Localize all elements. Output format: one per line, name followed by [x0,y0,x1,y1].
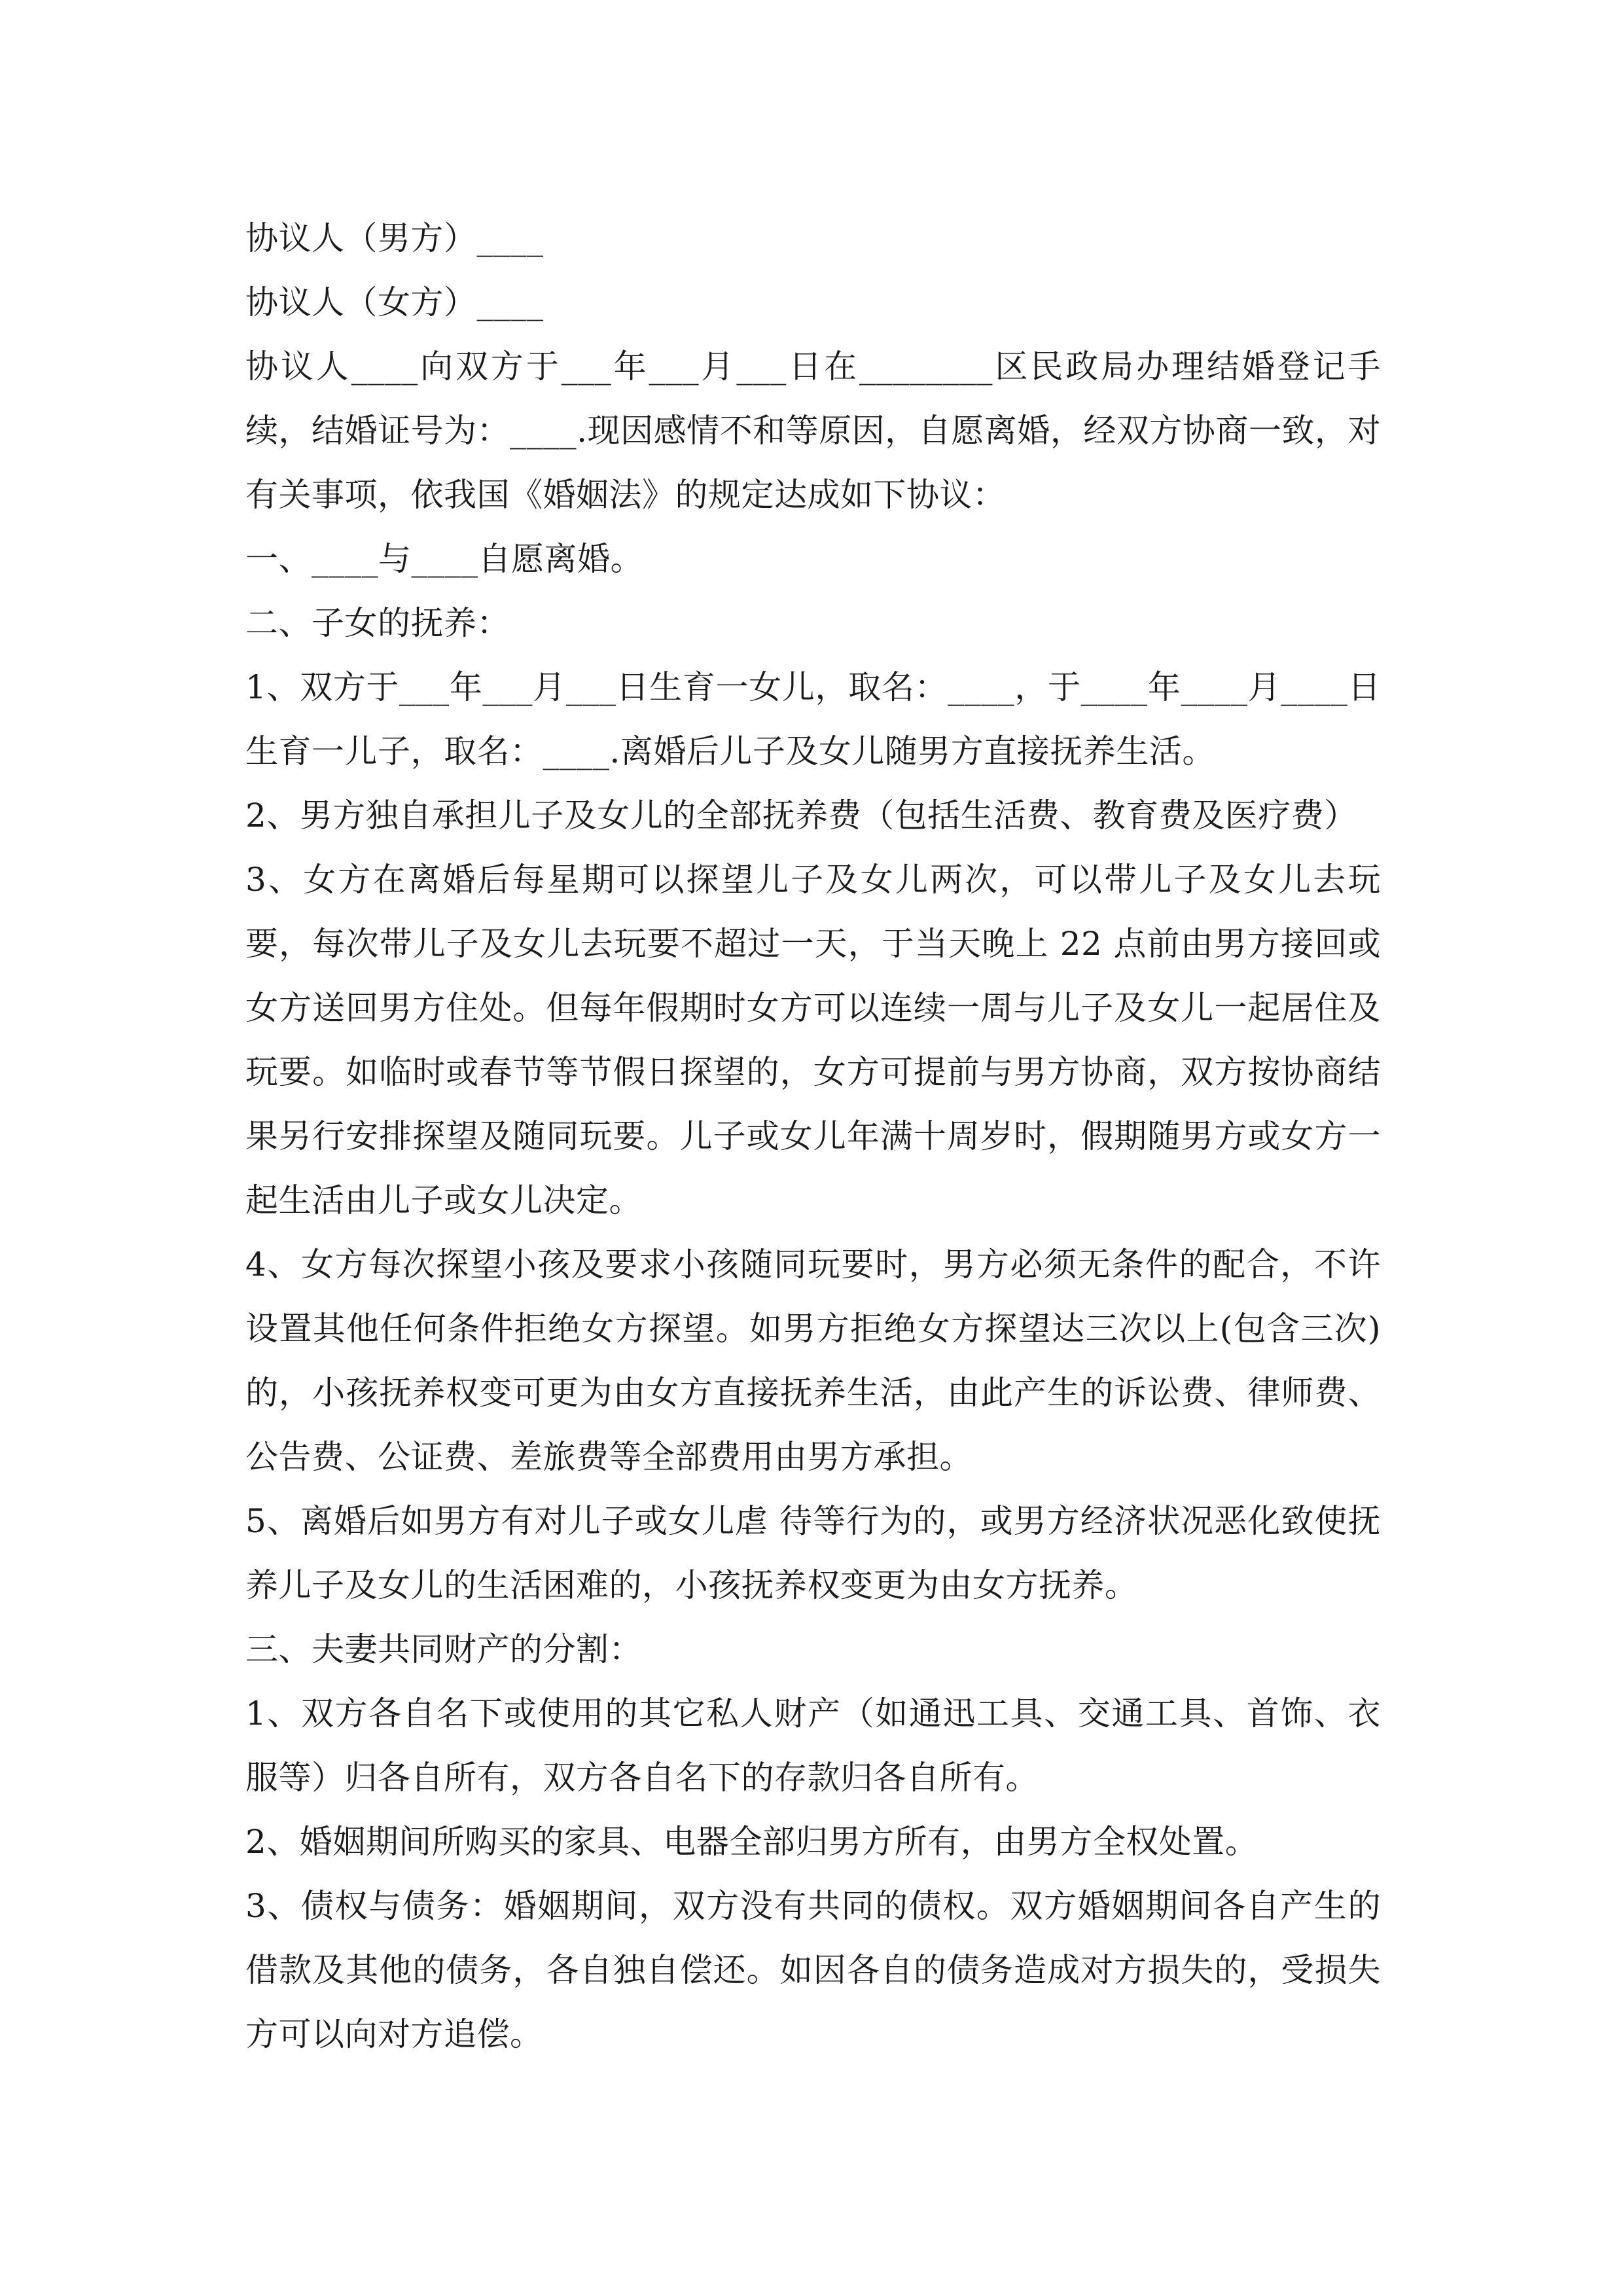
clause-2-2: 2、男方独自承担儿子及女儿的全部抚养费（包括生活费、教育费及医疗费） [245,797,1357,834]
clause-3-2: 2、婚姻期间所购买的家具、电器全部归男方所有，由男方全权处置。 [245,1823,1258,1861]
section-3-heading: 三、夫妻共同财产的分割： [245,1630,642,1668]
clause-3-3: 3、债权与债务：婚姻期间，双方没有共同的债权。双方婚姻期间各自产生的借款及其他的债务，各自独自偿还。如因各自的债务造成对方损失的，受损失方可以向对方追偿。 [245,1887,1381,2053]
section-1-divorce: 一、____与____自愿离婚。 [245,540,643,578]
agreement-body [245,206,1381,2066]
clause-2-4: 4、女方每次探望小孩及要求小孩随同玩要时，男方必须无条件的配合，不许设置其他任何条件拒绝女方探望。如男方拒绝女方探望达三次以上(包含三次)的，小孩抚养权变可更为由女方直接抚养生活，由此产生的诉讼费、律师费、公告费、公证费、差旅费等全部费用由男方承担。 [245,1246,1381,1476]
clause-2-1: 1、双方于___年___月___日生育一女儿，取名：____，于____年____月____日生育一儿子，取名：____.离婚后儿子及女儿随男方直接抚养生活。 [245,668,1381,770]
clause-2-5: 5、离婚后如男方有对儿子或女儿虐 待等行为的，或男方经济状况恶化致使抚养儿子及女儿的生活困难的，小孩抚养权变更为由女方抚养。 [245,1502,1381,1604]
party-female-line: 协议人（女方）____ [245,283,544,321]
preamble-paragraph: 协议人____向双方于___年___月___日在________区民政局办理结婚登记手续，结婚证号为：____.现因感情不和等原因，自愿离婚，经双方协商一致，对有关事项，依我国《婚姻法》的规定达成如下协议： [245,348,1381,514]
clause-2-3: 3、女方在离婚后每星期可以探望儿子及女儿两次，可以带儿子及女儿去玩要，每次带儿子及女儿去玩要不超过一天，于当天晚上 22 点前由男方接回或女方送回男方住处。但每年假期时女方可以连续一周与儿子及女儿一起居住及玩要。如临时或春节等节假日探望的，女方可提前与男方协商，双方按协商结果另行安排探望及随同玩要。儿子或女儿年满十周岁时，假期随男方或女方一起生活由儿子或女儿决定。 [245,861,1381,1219]
party-male-line: 协议人（男方）____ [245,219,544,257]
section-2-heading: 二、子女的抚养： [245,604,510,642]
clause-3-1: 1、双方各自名下或使用的其它私人财产（如通迅工具、交通工具、首饰、衣服等）归各自所有，双方各自名下的存款归各自所有。 [245,1695,1381,1797]
